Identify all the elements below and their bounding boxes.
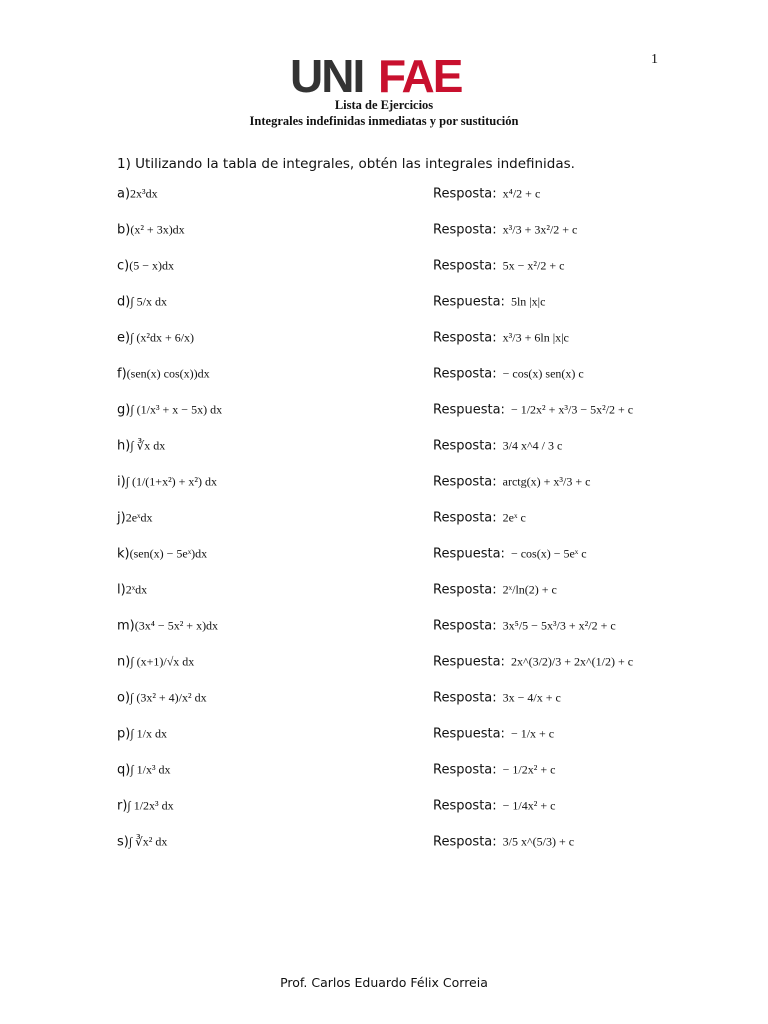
answer-label: Resposta: [433,222,497,238]
answer-expression: 5x − x²/2 + c [502,258,565,273]
exercise-statement [117,727,167,742]
exercise-label: n) [117,654,131,670]
exercise-row [0,284,768,320]
exercise-label: s) [117,834,129,850]
document-subtitle: Integrales indefinidas inmediatas y por sustitución [249,114,519,128]
exercise-answer [433,259,564,274]
answer-label: Resposta: [433,834,497,850]
answer-label: Resposta: [433,438,497,454]
exercise-integral: ∫ (1/(1+x²) + x²) dx [125,474,218,489]
exercise-answer [433,187,540,202]
exercise-answer [433,835,574,850]
exercise-integral: 2eˣdx [125,510,153,525]
exercise-answer [433,439,562,454]
exercise-answer [433,655,633,670]
answer-label: Resposta: [433,798,497,814]
exercise-statement [117,763,171,778]
exercise-integral: ∫ (x+1)/√x dx [130,654,195,669]
exercise-label: f) [117,366,127,382]
document-header [0,97,768,129]
exercise-answer [433,331,569,346]
answer-label: Resposta: [433,762,497,778]
answer-label: Resposta: [433,510,497,526]
exercise-integral: ∫ (x²dx + 6/x) [130,330,195,345]
exercise-statement [117,439,165,454]
exercise-answer [433,691,561,706]
answer-expression: arctg(x) + x³/3 + c [502,474,591,489]
exercise-integral: ∫ (3x² + 4)/x² dx [130,690,207,705]
answer-expression: x³/3 + 6ln |x|c [502,330,569,345]
exercise-instruction: 1) Utilizando la tabla de integrales, obtén las integrales indefinidas. [117,156,575,172]
answer-label: Resposta: [433,330,497,346]
answer-expression: 5ln |x|c [510,294,546,309]
exercise-statement [117,475,217,490]
page-number: 1 [651,52,658,67]
exercise-label: p) [117,726,131,742]
answer-expression: 2ˣ/ln(2) + c [502,582,557,597]
answer-expression: − cos(x) − 5eˣ c [510,546,587,561]
exercise-statement [117,547,207,562]
answer-expression: − 1/2x² + x³/3 − 5x²/2 + c [510,402,634,417]
exercise-statement [117,835,167,850]
exercise-label: h) [117,438,131,454]
exercise-label: b) [117,222,131,238]
document-title: Lista de Ejercicios [334,98,434,112]
exercise-row [0,536,768,572]
exercise-answer [433,511,526,526]
exercise-row [0,464,768,500]
exercise-label: a) [117,186,131,202]
answer-label: Respuesta: [433,402,505,418]
exercise-row [0,320,768,356]
answer-label: Respuesta: [433,546,505,562]
exercise-statement [117,799,174,814]
exercise-list [0,176,768,860]
exercise-statement [117,691,207,706]
exercise-answer [433,295,545,310]
exercise-row [0,716,768,752]
exercise-row [0,680,768,716]
exercise-label: i) [117,474,126,490]
exercise-row [0,788,768,824]
exercise-statement [117,259,174,274]
exercise-row [0,428,768,464]
answer-label: Resposta: [433,618,497,634]
answer-expression: 2x^(3/2)/3 + 2x^(1/2) + c [510,654,634,669]
exercise-row [0,212,768,248]
answer-expression: 3x − 4/x + c [502,690,561,705]
exercise-label: g) [117,402,131,418]
answer-expression: 3x⁵/5 − 5x³/3 + x²/2 + c [502,618,616,633]
exercise-label: o) [117,690,131,706]
exercise-integral: ∫ ∛x dx [130,438,166,453]
answer-label: Resposta: [433,186,497,202]
exercise-integral: ∫ 1/x dx [130,726,167,741]
exercise-row [0,572,768,608]
exercise-integral: (sen(x) cos(x))dx [126,366,210,381]
exercise-label: r) [117,798,128,814]
exercise-integral: ∫ 1/x³ dx [130,762,171,777]
exercise-label: e) [117,330,131,346]
unifae-logo [290,52,462,98]
exercise-statement [117,367,210,382]
exercise-label: q) [117,762,131,778]
exercise-statement [117,619,218,634]
answer-expression: − 1/x + c [510,726,555,741]
answer-expression: 3/5 x^(5/3) + c [502,834,575,849]
exercise-label: c) [117,258,130,274]
answer-expression: 3/4 x^4 / 3 c [502,438,563,453]
svg-text:FAE: FAE [378,52,462,98]
exercise-label: k) [117,546,130,562]
exercise-integral: (3x⁴ − 5x² + x)dx [134,618,219,633]
answer-label: Resposta: [433,690,497,706]
answer-expression: − 1/4x² + c [502,798,556,813]
exercise-integral: ∫ 5/x dx [130,294,167,309]
unifae-logo-graphic [290,52,462,98]
exercise-statement [117,331,194,346]
exercise-integral: 2x³dx [130,186,158,201]
exercise-integral: (5 − x)dx [129,258,174,273]
exercise-integral: (x² + 3x)dx [130,222,185,237]
exercise-answer [433,727,554,742]
exercise-row [0,392,768,428]
exercise-statement [117,223,185,238]
exercise-label: m) [117,618,135,634]
exercise-answer [433,619,616,634]
exercise-answer [433,763,555,778]
exercise-integral: 2ˣdx [125,582,148,597]
exercise-row [0,752,768,788]
exercise-row [0,500,768,536]
answer-label: Respuesta: [433,726,505,742]
exercise-integral: (sen(x) − 5eˣ)dx [129,546,208,561]
exercise-answer [433,367,584,382]
answer-expression: x⁴/2 + c [502,186,541,201]
exercise-statement [117,403,222,418]
exercise-answer [433,223,577,238]
exercise-statement [117,655,194,670]
exercise-integral: ∫ (1/x³ + x − 5x) dx [130,402,223,417]
answer-label: Respuesta: [433,654,505,670]
exercise-answer [433,475,590,490]
answer-expression: − cos(x) sen(x) c [502,366,584,381]
exercise-answer [433,547,587,562]
exercise-row [0,248,768,284]
exercise-row [0,644,768,680]
exercise-row [0,176,768,212]
exercise-integral: ∫ 1/2x³ dx [127,798,174,813]
exercise-row [0,824,768,860]
answer-label: Resposta: [433,258,497,274]
exercise-integral: ∫ ∛x² dx [128,834,168,849]
answer-label: Resposta: [433,474,497,490]
exercise-answer [433,403,633,418]
exercise-statement [117,511,152,526]
answer-expression: − 1/2x² + c [502,762,556,777]
exercise-label: d) [117,294,131,310]
answer-expression: 2eˣ c [502,510,526,525]
exercise-label: j) [117,510,126,526]
exercise-label: l) [117,582,126,598]
exercise-row [0,356,768,392]
exercise-statement [117,295,167,310]
exercise-statement [117,583,147,598]
exercise-answer [433,583,557,598]
exercise-answer [433,799,555,814]
answer-label: Respuesta: [433,294,505,310]
svg-text:UNI: UNI [290,52,364,98]
answer-label: Resposta: [433,366,497,382]
answer-label: Resposta: [433,582,497,598]
page-footer: Prof. Carlos Eduardo Félix Correia [280,975,488,990]
exercise-statement [117,187,158,202]
exercise-row [0,608,768,644]
answer-expression: x³/3 + 3x²/2 + c [502,222,578,237]
